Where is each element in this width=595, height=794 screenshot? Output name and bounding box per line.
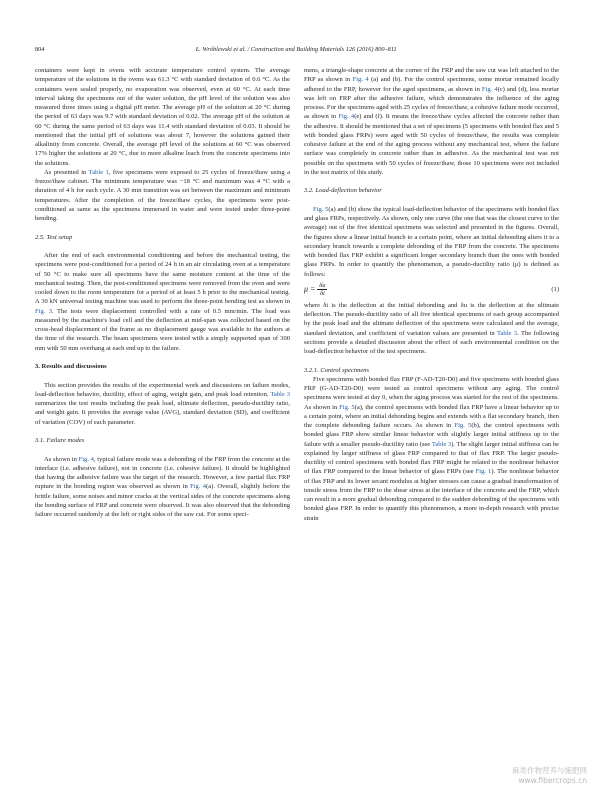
text: summarizes the test results including the peak load, ultimate deflection, pseudo-ductility ratio, and weight gain. It provides the average value (AVG), standard deviation (SD), and coefficient of variation (COV) of each parameter. bbox=[35, 400, 290, 426]
table-3-link[interactable]: Table 3 bbox=[431, 440, 452, 448]
text: (b), the control specimens with bonded glass FRP show similar linear behavior with slightly larger initial stiffness up to the failure with a smaller pseudo-ductility ratio (see bbox=[304, 422, 559, 448]
right-column bbox=[304, 66, 559, 523]
table-1-link[interactable]: Table 1 bbox=[88, 168, 109, 176]
equation-1 bbox=[304, 279, 559, 301]
watermark bbox=[512, 766, 587, 786]
numerator: δu bbox=[319, 282, 326, 290]
fig-4-link[interactable]: Fig. 4 bbox=[352, 76, 369, 84]
text: (e) and (f). It means the freeze/thaw cycles affected the concrete rather than the adhesive. It should be mentioned that a set of specimens (5 specimens with bonded flax and 5 with bonded glass FRPs) were aged with 50 cycles of freeze/thaw, the results was complete cohesive failure at the end of the aging process without any mechanical test, where the failure surface was completely in concrete rather than in adhesive. As the mechanical test was not possible on the specimens with 50 cycles of freeze/thaw, those 10 specimens were not included in the test matrix of this study. bbox=[304, 113, 560, 176]
paragraph bbox=[35, 251, 290, 353]
text: , typical failure mode was a debonding of the FRP from the concrete at the interface (i.e. adhesive failure), not in concrete (i.e. cohesive failure). It should be highlighted that having the adhesive failure was the target of the research. However, a few partial flax FRP rupture in the bonding region was observed as shown in bbox=[35, 455, 291, 491]
equation-lhs: μ = bbox=[304, 284, 316, 294]
table-3-link[interactable]: Table 3 bbox=[270, 390, 290, 398]
paragraph bbox=[35, 168, 290, 224]
text: . The following sections provide a detailed discussion about the effect of each environmental condition on the load-deflection behavior of the test specimens. bbox=[304, 329, 560, 355]
paragraph bbox=[35, 455, 290, 520]
journal-citation: Ł. Wróblewski et al. / Construction and Building Materials 126 (2016) 800–811 bbox=[195, 45, 397, 53]
section-heading-3-2: 3.2. Load-deflection behavior bbox=[304, 187, 382, 195]
text: (a). Overall, slightly before the brittle failure, some noises and minor cracks at the vertical sides of the concrete specimens along the bonding surface of FRP and concrete were observed. It was also observed that the debonding failure occurred randomly at the left or right sides of the saw cut. For some speci- bbox=[35, 483, 290, 518]
table-3-link[interactable]: Table 3 bbox=[496, 329, 518, 337]
section-heading-3-1: 3.1. Failure modes bbox=[35, 437, 85, 444]
paragraph bbox=[304, 66, 559, 177]
text: Five specimens with bonded flax FRP (F-AD-T20-D0) and five specimens with bonded glass FRP (G-AD-T20-D0) were tested as control specimens without any aging. The control specimens were tested at day 0, when the aging process was started for the rest of the specimens. As shown in bbox=[304, 375, 559, 411]
text: After the end of each environmental conditioning and before the mechanical testing, the specimens were post-conditioned for a period of 24 h in an air circulating oven at a temperature of 50 °C to make sure all specimens have the same moisture content at the time of the mechanical testing. Then, the post-conditioned specimens were removed from the oven and were cooled down to the room temperature for a period of at least 5 h prior to the mechanical testing. A 30 kN universal testing machine was used to perform the three-point bending test as shown in bbox=[35, 252, 290, 306]
text: (a) and (b) show the typical load-deflection behavior of the specimens with bonded flax and glass FRPs, respectively. As shown, only one curve (the one that was the closest curve to the average) out of the five identical specimens was selected and presented in the figures. Overall, the figures show a linear initial branch to a certain point, where an initial debonding alters it to a secondary branch towards a complete debonding of the FRP from the concrete. The specimens with bonded flax FRP exhibit a significant longer secondary branch than the ones with bonded glass FRPs. In order to quantify the phenomenon, a pseudo-ductility ratio (μ) is defined as follows: bbox=[304, 205, 559, 278]
paragraph: containers were kept in ovens with accurate temperature control system. The average temperature of the solutions in the ovens was 61.3 °C with standard deviation of 0.6 °C. As the containers were sealed properly, no evaporation was observed, even at 60 °C. At each time interval taking the specimens out of the water solution, the pH level of the solution was also measured three times using a digital pH meter. The average pH of the solution at 20 °C during the period of 63 days was 9.7 with standard deviation of 0.02. The average pH of the solution at 60 °C during the same period of 63 days was 11.4 with standard deviation of 0.03. It should be mentioned that the initial pH of solutions was about 7, however the solutions gained their alkalinity from concrete. Overall, the average pH level of the solutions at 60 °C was observed 17% higher the solutions at 20 °C, due to more alkaline leach from the concrete specimens into the solutions. bbox=[35, 67, 290, 167]
text: ). The slight larger initial stiffness can be explained by larger stiffness of glass FRP compared to that of flax FRP. The larger pseudo-ductility of control specimens with bonded flax FRP might be related to the nonlinear behavior of flax FRP compared to the linear behavior of glass FRPs (see bbox=[304, 440, 560, 476]
section-heading-2-5: 2.5. Test setup bbox=[35, 233, 73, 241]
text: , five specimens were exposed to 25 cycles of freeze/thaw using a freeze/thaw cabinet. The minimum temperature was −18 °C and maximum was 4 °C with a duration of 4 h for each cycle. A 30 min transition was set between the maximum and minimum temperatures. After the completion of the freeze/thaw cycles, the specimens were post-conditioned as same as the specimens immersed in water and were tested under three-point bending. bbox=[35, 168, 290, 222]
equation-number: (1) bbox=[551, 286, 559, 294]
fig-4-link[interactable]: Fig. 4 bbox=[78, 455, 94, 463]
page-number: 804 bbox=[35, 45, 45, 53]
fraction bbox=[317, 282, 327, 297]
paragraph bbox=[304, 301, 559, 357]
running-header bbox=[35, 44, 560, 54]
text: where δi is the deflection at the initial debonding and δu is the deflection at the ultimate deflection. The pseudo-ductility ratio of all five identical specimens of each group accompanied by the peak load and the ultimate deflection of the specimens were calculated and the average, standard deviation, and coefficient of variation values are presented in bbox=[304, 301, 559, 337]
text: As shown in bbox=[44, 455, 79, 463]
denominator: δi bbox=[320, 290, 325, 298]
fig-5-link[interactable]: Fig. 5 bbox=[313, 205, 329, 213]
fig-1-link[interactable]: Fig. 1 bbox=[475, 468, 492, 476]
equation-body bbox=[304, 282, 327, 297]
text: (a) and (b). For the control specimens, some mortar remained locally adhered to the FRP, however for the aged specimens, as shown in bbox=[304, 76, 560, 93]
text: . The tests were displacement controlled with a rate of 0.5 mm/min. The load was measured by the machine's load cell and the deflection at mid-span was collected based on the cross-head displacement of the frame as no displacement gauge was available to the authors at the time of the research. The beam specimens were tested with a simply supported span of 300 mm with 50 mm overhang at each end up to the failure. bbox=[35, 307, 291, 352]
fig-4-link[interactable]: Fig. 4 bbox=[338, 113, 355, 121]
fig-5-link[interactable]: Fig. 5 bbox=[454, 422, 472, 429]
fig-4-link[interactable]: Fig. 4 bbox=[481, 85, 498, 93]
paragraph bbox=[304, 205, 559, 279]
watermark-url: www.fibercrops.cn bbox=[518, 776, 587, 785]
fig-3-link[interactable]: Fig. 3 bbox=[35, 307, 53, 315]
text: mens, a triangle-shape concrete at the corner of the FRP and the saw cut was left attached to the FRP as shown in bbox=[304, 67, 559, 84]
fig-5-link[interactable]: Fig. 5 bbox=[339, 403, 355, 411]
paragraph bbox=[304, 375, 559, 523]
text: This section provides the results of the experimental work and discussions on failure modes, load-deflection behavior, ductility, effect of aging, weight gain, and peak load retention. bbox=[35, 381, 290, 398]
text: (c) and (d), less mortar was left on FRP after the adhesive failure, which demonstrates the influence of the aging process. For the specimens aged with 25 cycles of freeze/thaw, a cohesive failure mode occurred, as shown in bbox=[304, 85, 560, 121]
left-column bbox=[35, 66, 290, 519]
text: As presented in bbox=[44, 168, 89, 176]
text: (a), the control specimens with bonded flax FRP have a linear behavior up to a certain point, where an initial debonding begins and extends with a flat secondary branch, then the complete debonding failure occurs. As shown in bbox=[304, 403, 560, 429]
fig-4-link[interactable]: Fig. 4 bbox=[190, 483, 207, 491]
text: ). The nonlinear behavior of flax FRP and its lower secant modulus at higher stresses can cause a gradual transformation of tensile stress from the FRP to the shear stress at the interface of the concrete and the FRP, which can result in a more gradual debonding compared to the sudden debonding of the specimens with bonded glass FRP. In order to quantify this phenomenon, a more in-depth research with precise strain bbox=[304, 468, 560, 522]
section-heading-3: 3. Results and discussions bbox=[35, 363, 107, 370]
section-heading-3-2-1: 3.2.1. Control specimens bbox=[304, 366, 370, 374]
watermark-line: 麻类作物营养与施肥网 bbox=[512, 766, 587, 775]
paragraph bbox=[35, 381, 290, 427]
